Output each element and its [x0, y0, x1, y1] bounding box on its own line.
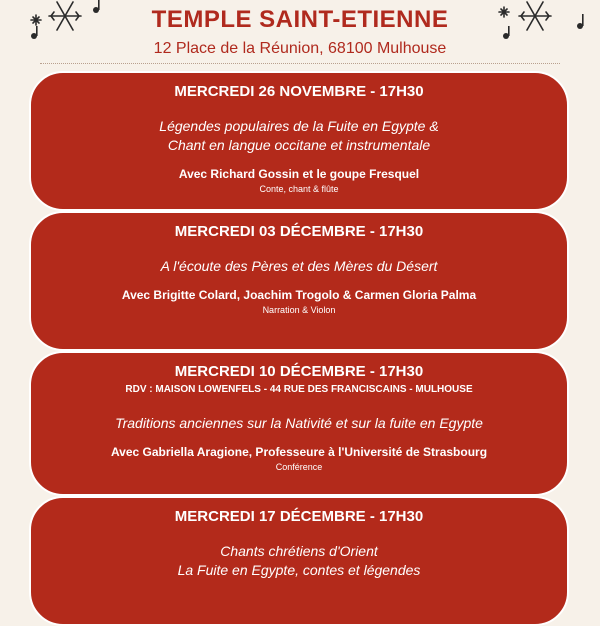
event-card [29, 211, 569, 351]
event-card [29, 71, 569, 211]
event-date: MERCREDI 03 DÉCEMBRE - 17H30 [174, 223, 424, 240]
event-title-line: La Fuite en Egypte, contes et légendes [177, 562, 421, 578]
event-title-line: A l'écoute des Pères et des Mères du Désert [160, 258, 438, 274]
event-title [31, 117, 567, 155]
event-title-line: Chant en langue occitane et instrumentale [167, 137, 431, 153]
event-date: MERCREDI 26 NOVEMBRE - 17H30 [174, 83, 424, 100]
event-date: MERCREDI 10 DÉCEMBRE - 17H30 [174, 363, 424, 380]
event-meeting-point: RDV : MAISON LOWENFELS - 44 RUE DES FRANCISCAINS - MULHOUSE [125, 384, 473, 395]
divider [40, 63, 560, 64]
event-format: Conte, chant & flûte [259, 184, 339, 194]
event-card [29, 496, 569, 626]
page-title: TEMPLE SAINT-ETIENNE [151, 6, 449, 33]
event-title-line: Traditions anciennes sur la Nativité et sur la fuite en Egypte [115, 415, 483, 431]
event-card [29, 351, 569, 496]
event-performers: Avec Gabriella Aragione, Professeure à l'Université de Strasbourg [110, 445, 488, 459]
event-performers: Avec Richard Gossin et le goupe Fresquel [178, 167, 420, 181]
venue-address: 12 Place de la Réunion, 68100 Mulhouse [153, 40, 447, 57]
event-format: Narration & Violon [262, 305, 336, 315]
event-format: Conférence [275, 462, 323, 472]
event-title-line: Légendes populaires de la Fuite en Egypte & [159, 118, 439, 134]
event-title [31, 257, 567, 276]
event-title-line: Chants chrétiens d'Orient [220, 543, 378, 559]
event-title [31, 542, 567, 580]
event-title [31, 414, 567, 433]
event-performers: Avec Brigitte Colard, Joachim Trogolo & Carmen Gloria Palma [121, 288, 477, 302]
event-date: MERCREDI 17 DÉCEMBRE - 17H30 [174, 508, 424, 525]
